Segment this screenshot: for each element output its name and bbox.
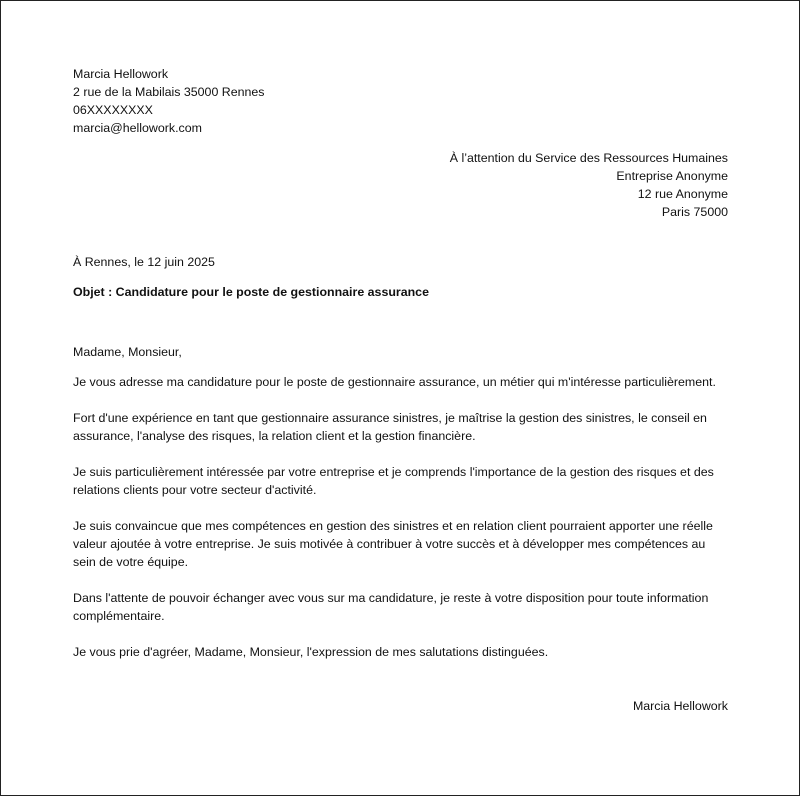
letter-signature: Marcia Hellowork xyxy=(632,699,728,713)
recipient-city: Paris 75000 xyxy=(661,205,728,219)
letter-content xyxy=(73,65,728,715)
body-paragraph-closing: Je vous prie d'agréer, Madame, Monsieur, l'expression de mes salutations distinguées. xyxy=(73,645,549,659)
sender-email: marcia@hellowork.com xyxy=(73,121,202,135)
letter-subject: Objet : Candidature pour le poste de gestionnaire assurance xyxy=(73,285,429,299)
recipient-attention: À l’attention du Service des Ressources Humaines xyxy=(449,151,728,165)
sender-phone: 06XXXXXXXX xyxy=(73,103,153,117)
recipient-block xyxy=(73,149,728,221)
body-paragraph-interest: Je suis particulièrement intéressée par votre entreprise et je comprends l'importance de la gestion des risques et des relations clients pour votre secteur d'activité. xyxy=(73,465,714,497)
body-paragraph-motivation: Je suis convaincue que mes compétences en gestion des sinistres et en relation client pourraient apporter une réelle valeur ajoutée à votre entreprise. Je suis motivée à contribuer à votre succès et à développer mes compétences au sein de votre équipe. xyxy=(73,519,713,569)
recipient-company: Entreprise Anonyme xyxy=(616,169,728,183)
body-paragraph-availability: Dans l'attente de pouvoir échanger avec vous sur ma candidature, je reste à votre disposition pour toute information complémentaire. xyxy=(73,591,709,623)
letter-date: À Rennes, le 12 juin 2025 xyxy=(73,255,215,269)
sender-address: 2 rue de la Mabilais 35000 Rennes xyxy=(73,85,265,99)
letter-salutation: Madame, Monsieur, xyxy=(73,345,182,359)
sender-block xyxy=(73,65,728,137)
recipient-street: 12 rue Anonyme xyxy=(637,187,728,201)
sender-name: Marcia Hellowork xyxy=(73,67,169,81)
body-paragraph-experience: Fort d'une expérience en tant que gestionnaire assurance sinistres, je maîtrise la gestion des sinistres, le conseil en assurance, l'analyse des risques, la relation client et la gestion financière. xyxy=(73,411,707,443)
body-paragraph-intro: Je vous adresse ma candidature pour le poste de gestionnaire assurance, un métier qui m'intéresse particulièrement. xyxy=(73,375,716,389)
